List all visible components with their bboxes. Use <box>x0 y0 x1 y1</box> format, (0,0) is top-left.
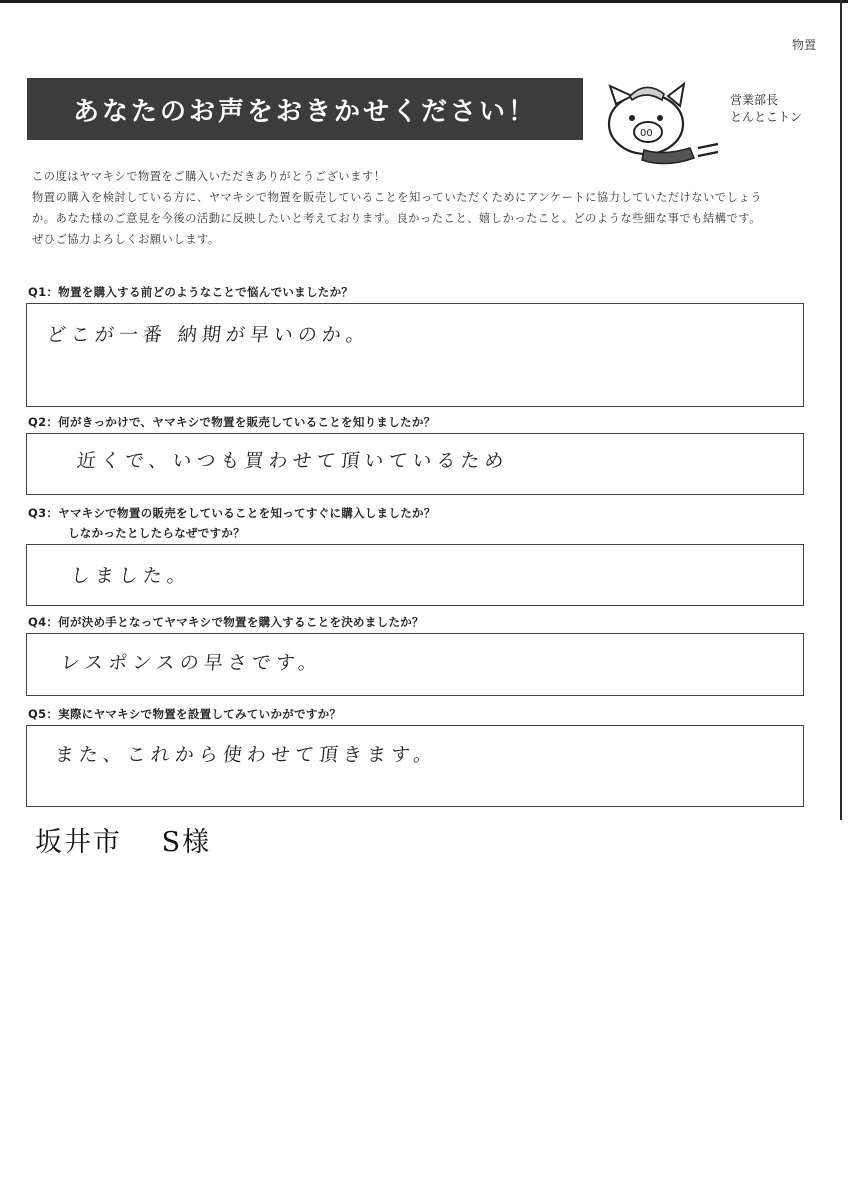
intro-line: この度はヤマキシで物置をご購入いただきありがとうございます！ <box>32 170 386 183</box>
intro-line: 物置の購入を検討している方に、ヤマキシで物置を販売していることを知っていただくためにアンケートに協力していただけないでしょう <box>32 191 763 204</box>
question-2-label: Q2：何がきっかけで、ヤマキシで物置を販売していることを知りましたか？ <box>28 415 436 429</box>
answer-2-handwriting: 近くで、いつも買わせて頂いているため <box>75 450 510 472</box>
pig-mascot-icon <box>602 78 726 168</box>
answer-3-handwriting: しました。 <box>69 565 193 587</box>
survey-title: あなたのお声をおきかせください！ <box>72 96 537 127</box>
question-5-label: Q5：実際にヤマキシで物置を設置してみていかがですか？ <box>28 707 342 721</box>
answer-5-handwriting: また、これから使わせて頂きます。 <box>53 744 439 766</box>
answer-4-handwriting: レスポンスの早さです。 <box>59 652 324 674</box>
customer-signature: 坂井市 S様 <box>35 827 212 858</box>
intro-paragraph <box>32 166 812 250</box>
mascot-name: とんとこトン <box>730 110 803 124</box>
answer-box-3 <box>26 544 804 606</box>
answer-box-5 <box>26 725 804 807</box>
answer-box-4 <box>26 633 804 696</box>
mascot-caption <box>730 92 802 126</box>
question-4-label: Q4：何が決め手となってヤマキシで物置を購入することを決めましたか？ <box>28 615 424 629</box>
intro-line: か。あなた様のご意見を今後の活動に反映したいと考えております。良かったこと、嬉しかったこと、どのような些細な事でも結構です。 <box>32 212 762 225</box>
question-1-label: Q1：物置を購入する前どのようなことで悩んでいましたか？ <box>28 285 354 299</box>
svg-text:00: 00 <box>640 128 653 139</box>
answer-1-handwriting: どこが一番 納期が早いのか。 <box>45 324 372 346</box>
answer-box-1 <box>26 303 804 407</box>
scan-border-top <box>0 0 848 3</box>
scan-border-right <box>840 0 842 820</box>
question-3-label: Q3：ヤマキシで物置の販売をしていることを知ってすぐに購入しましたか？ <box>28 506 436 520</box>
mascot-role: 営業部長 <box>730 93 779 107</box>
question-3-sublabel: しなかったとしたらなぜですか？ <box>68 526 245 540</box>
intro-line: ぜひご協力よろしくお願いします。 <box>32 233 220 246</box>
survey-title-banner <box>27 78 583 140</box>
answer-box-2 <box>26 433 804 495</box>
category-tag: 物置 <box>791 38 816 52</box>
